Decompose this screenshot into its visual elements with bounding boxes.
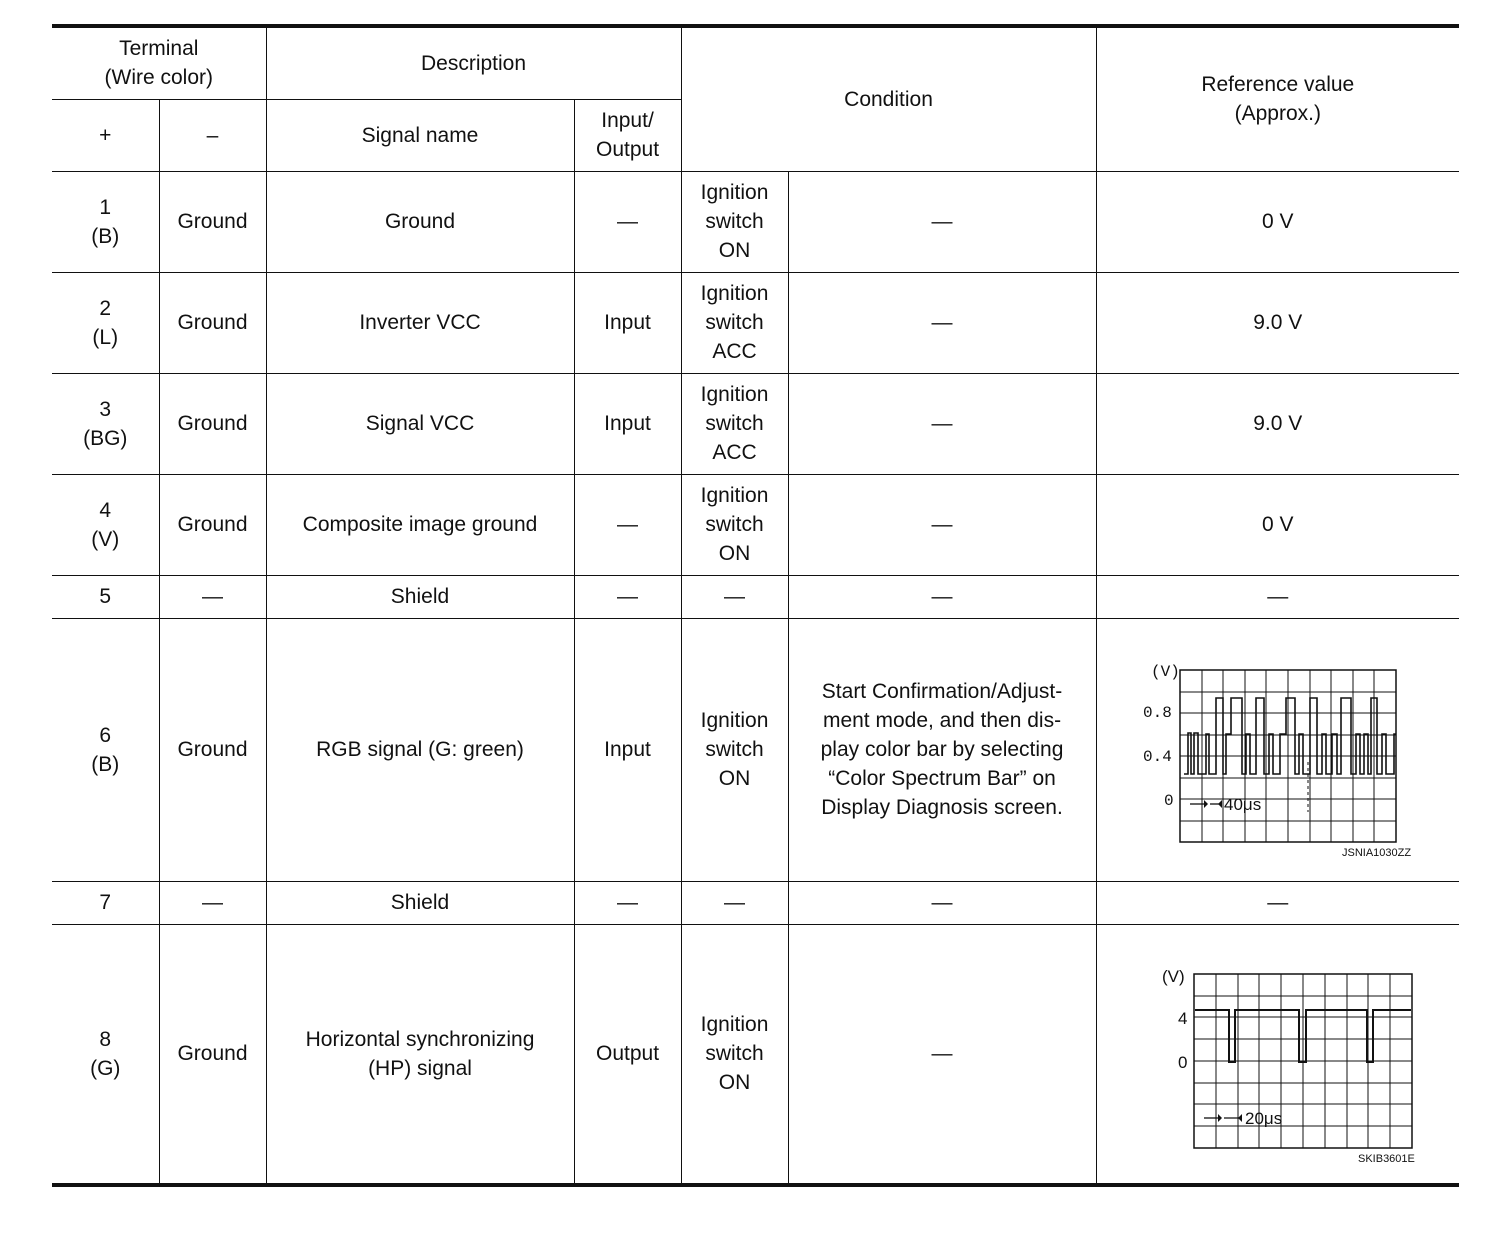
- input-output: Input: [574, 272, 681, 373]
- terminal-plus: [52, 272, 159, 373]
- terminal-plus: 7: [52, 881, 159, 924]
- condition: —: [788, 474, 1096, 575]
- switch-word: switch: [705, 210, 764, 233]
- figure-id: JSNIA1030ZZ: [1341, 846, 1411, 859]
- table-row: [52, 881, 1459, 924]
- table-row: [52, 474, 1459, 575]
- input-output: —: [574, 171, 681, 272]
- terminal-minus: —: [159, 881, 266, 924]
- ignition-state: ON: [718, 1071, 751, 1095]
- condition: —: [788, 272, 1096, 373]
- plus-header: +: [52, 99, 159, 171]
- input-output: Input: [574, 618, 681, 881]
- minus-header: –: [159, 99, 266, 171]
- condition-line: play color bar by selecting: [820, 738, 1064, 761]
- waveform-hp: [1118, 934, 1438, 1174]
- waveform-figure-rgb: [1118, 630, 1438, 870]
- approx-label: (Approx.): [1234, 102, 1321, 126]
- terminal-minus: Ground: [159, 618, 266, 881]
- terminal-header: [52, 26, 266, 99]
- ignition-state: ACC: [712, 340, 757, 363]
- reference-label: Reference value: [1201, 73, 1355, 97]
- condition: —: [788, 881, 1096, 924]
- condition: —: [788, 575, 1096, 618]
- ignition-word: Ignition: [700, 484, 769, 507]
- y-tick-label: 0.8: [1142, 703, 1172, 722]
- signal-name: Signal VCC: [266, 373, 574, 474]
- terminal-number: 4: [99, 498, 112, 522]
- signal-name: [266, 924, 574, 1185]
- y-tick-label: 4: [1177, 1008, 1188, 1028]
- reference-value: —: [1096, 881, 1459, 924]
- y-tick-label: 0: [1177, 1052, 1188, 1072]
- terminal-number: 8: [99, 1027, 112, 1051]
- waveform-figure-hp: [1118, 934, 1438, 1174]
- signal-name: RGB signal (G: green): [266, 618, 574, 881]
- condition-header: Condition: [681, 26, 1096, 171]
- reference-value: 0 V: [1096, 171, 1459, 272]
- signal-name: Composite image ground: [266, 474, 574, 575]
- terminal-minus: Ground: [159, 373, 266, 474]
- ignition-condition: [681, 924, 788, 1185]
- signal-name: Shield: [266, 881, 574, 924]
- table-row: [52, 272, 1459, 373]
- wire-color: (B): [91, 752, 120, 776]
- description-header: Description: [266, 26, 681, 99]
- terminal-plus: [52, 618, 159, 881]
- terminal-label: Terminal: [119, 37, 199, 61]
- switch-word: switch: [705, 1042, 764, 1066]
- input-output: —: [574, 575, 681, 618]
- reference-value: 9.0 V: [1096, 373, 1459, 474]
- terminal-number: 3: [99, 397, 112, 421]
- ignition-condition: [681, 618, 788, 881]
- unit-label: (V): [1150, 662, 1180, 681]
- signal-name: Ground: [266, 171, 574, 272]
- terminal-minus: Ground: [159, 924, 266, 1185]
- ignition-condition: [681, 474, 788, 575]
- condition: —: [788, 924, 1096, 1185]
- signal-name: Inverter VCC: [266, 272, 574, 373]
- table-row: [52, 575, 1459, 618]
- terminal-minus: Ground: [159, 272, 266, 373]
- ignition-state: ACC: [712, 441, 757, 464]
- condition-line: Display Diagnosis screen.: [821, 796, 1063, 819]
- input-output: Input: [574, 373, 681, 474]
- ignition-word: Ignition: [700, 383, 769, 406]
- terminal-minus: Ground: [159, 474, 266, 575]
- condition-line: “Color Spectrum Bar” on: [828, 767, 1056, 790]
- figure-id: SKIB3601E: [1357, 1152, 1415, 1165]
- unit-label: (V): [1161, 966, 1185, 986]
- terminal-table: [52, 24, 1459, 1187]
- signal-name: Shield: [266, 575, 574, 618]
- table-row: [52, 171, 1459, 272]
- io-header: [574, 99, 681, 171]
- switch-word: switch: [705, 738, 764, 761]
- terminal-number: 6: [99, 723, 112, 747]
- switch-word: switch: [705, 513, 764, 536]
- ignition-state: ON: [718, 239, 751, 262]
- condition-line: Start Confirmation/Adjust-: [821, 680, 1063, 703]
- reference-value: 0 V: [1096, 474, 1459, 575]
- input-output: —: [574, 881, 681, 924]
- time-div-label: 20μs: [1244, 1108, 1282, 1128]
- wire-color: (BG): [83, 426, 128, 450]
- ignition-condition: [681, 171, 788, 272]
- ignition-state: ON: [718, 767, 751, 790]
- ignition-state: ON: [718, 542, 751, 565]
- table-row: [52, 373, 1459, 474]
- signal-name-header: Signal name: [266, 99, 574, 171]
- input-output: —: [574, 474, 681, 575]
- condition: [788, 618, 1096, 881]
- ignition-word: Ignition: [700, 282, 769, 305]
- terminal-minus: Ground: [159, 171, 266, 272]
- terminal-plus: [52, 924, 159, 1185]
- y-tick-label: 0.4: [1142, 747, 1172, 766]
- io-header-line1: Input/: [601, 109, 654, 132]
- reference-value: [1096, 618, 1459, 881]
- condition: —: [788, 171, 1096, 272]
- condition-line: ment mode, and then dis-: [822, 709, 1062, 732]
- terminal-minus: —: [159, 575, 266, 618]
- terminal-plus: 5: [52, 575, 159, 618]
- reference-value: [1096, 924, 1459, 1185]
- wire-color: (V): [91, 527, 120, 551]
- signal-name-line: (HP) signal: [368, 1056, 472, 1080]
- ignition-condition: [681, 272, 788, 373]
- ignition-word: Ignition: [700, 1013, 769, 1037]
- wire-color: (L): [92, 325, 119, 349]
- table-row: [52, 924, 1459, 1185]
- switch-word: switch: [705, 311, 764, 334]
- condition: —: [788, 373, 1096, 474]
- wire-color: (G): [90, 1056, 121, 1080]
- reference-header: [1096, 26, 1459, 171]
- waveform-rgb: [1118, 630, 1438, 870]
- terminal-number: 1: [99, 195, 112, 219]
- terminal-number: 2: [99, 296, 112, 320]
- switch-word: switch: [705, 412, 764, 435]
- input-output: Output: [574, 924, 681, 1185]
- wire-color: (B): [91, 224, 120, 248]
- y-tick-label: 0: [1163, 791, 1174, 810]
- ignition-word: Ignition: [700, 181, 769, 204]
- ignition-word: Ignition: [700, 709, 769, 732]
- wire-color-label: (Wire color): [104, 66, 213, 90]
- terminal-plus: [52, 171, 159, 272]
- ignition-condition: —: [681, 881, 788, 924]
- reference-value: 9.0 V: [1096, 272, 1459, 373]
- reference-value: —: [1096, 575, 1459, 618]
- ignition-condition: —: [681, 575, 788, 618]
- io-header-line2: Output: [595, 138, 660, 161]
- signal-name-line: Horizontal synchronizing: [305, 1027, 535, 1051]
- table-row: [52, 618, 1459, 881]
- time-div-label: 40μs: [1223, 794, 1261, 814]
- ignition-condition: [681, 373, 788, 474]
- terminal-plus: [52, 373, 159, 474]
- terminal-plus: [52, 474, 159, 575]
